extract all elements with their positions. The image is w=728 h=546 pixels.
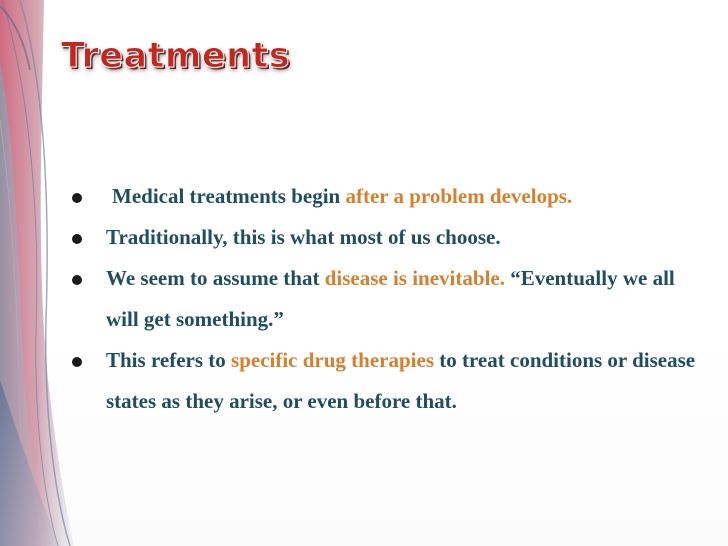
bullet-text-post: to treat conditions or disease states as they arise, or even before that. <box>106 348 696 413</box>
bullet-text-pre: Medical treatments begin <box>112 184 346 208</box>
bullet-item <box>70 340 710 422</box>
bullet-dot-icon <box>72 357 82 367</box>
bullet-dot-icon <box>72 234 82 244</box>
bullet-text-post: “Eventually we all will get something.” <box>106 266 675 331</box>
bullet-dot-icon <box>72 193 82 203</box>
bullet-list <box>70 176 710 422</box>
bullet-text-pre: We seem to assume that <box>106 266 325 290</box>
bullet-text-accent: disease is inevitable. <box>324 266 505 290</box>
slide-title: Treatments <box>61 36 291 76</box>
bullet-item <box>70 217 710 258</box>
bullet-text-accent: specific drug therapies <box>231 348 434 372</box>
bullet-text-pre: Traditionally, this is what most of us choose. <box>106 225 501 249</box>
bullet-text-accent: after a problem develops. <box>345 184 573 208</box>
bullet-text-pre: This refers to <box>106 348 232 372</box>
bullet-item <box>70 176 710 217</box>
bullet-item <box>70 258 710 340</box>
bullet-dot-icon <box>72 275 82 285</box>
